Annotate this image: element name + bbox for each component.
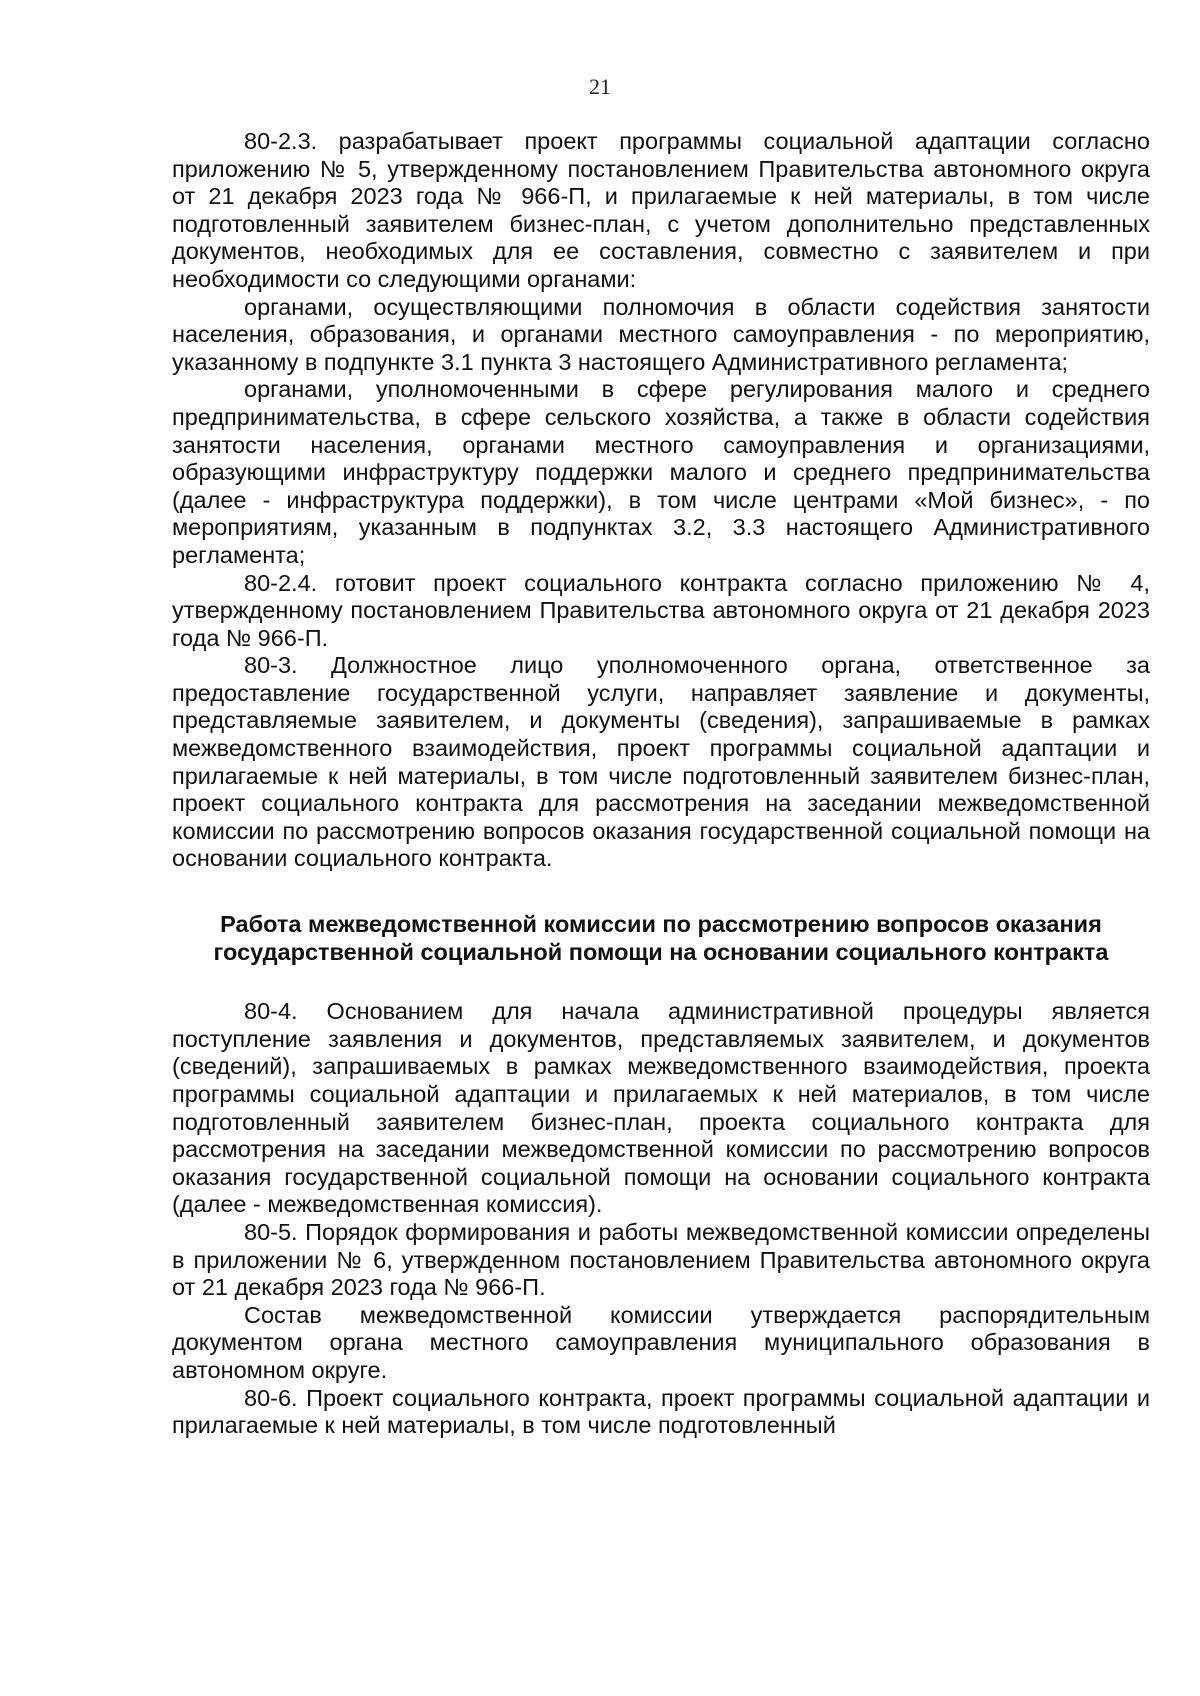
paragraph-80-2-3: 80-2.3. разрабатывает проект программы социальной адаптации согласно приложению № 5, утвержденному постановлением Правительства автономного округа от 21 декабря 2023 года № 966-П, и прилагаемые к ней материалы, в том числе подготовленный заявителем бизнес-план, с учетом дополнительно представленных документов, необходимых для ее составления, совместно с заявителем и при необходимости со следующими органами:	[172, 128, 1150, 292]
document-body	[172, 128, 1150, 1440]
paragraph-80-4: 80-4. Основанием для начала административной процедуры является поступление заявления и документов, представляемых заявителем, и документов (сведений), запрашиваемых в рамках межведомственного взаимодействия, проекта программы социальной адаптации и прилагаемых к ней материалов, в том числе подготовленный заявителем бизнес-план, проекта социального контракта для рассмотрения на заседании межведомственной комиссии по рассмотрению вопросов оказания государственной социальной помощи на основании социального контракта (далее - межведомственная комиссия).	[172, 998, 1150, 1218]
paragraph-business-bodies: органами, уполномоченными в сфере регулирования малого и среднего предпринимательства, в сфере сельского хозяйства, а также в области содействия занятости населения, органами местного самоуправления и организациями, образующими инфраструктуру поддержки малого и среднего предпринимательства (далее - инфраструктура поддержки), в том числе центрами «Мой бизнес», - по мероприятиям, указанным в подпунктах 3.2, 3.3 настоящего Административного регламента;	[172, 376, 1150, 568]
page-number: 21	[589, 74, 611, 99]
section-heading: Работа межведомственной комиссии по рассмотрению вопросов оказания государственной социальной помощи на основании социального контракта	[213, 911, 1109, 965]
paragraph-commission-composition: Состав межведомственной комиссии утверждается распорядительным документом органа местного самоуправления муниципального образования в автономном округе.	[172, 1301, 1150, 1383]
paragraph-80-2-4: 80-2.4. готовит проект социального контракта согласно приложению № 4, утвержденному постановлением Правительства автономного округа от 21 декабря 2023 года № 966-П.	[172, 569, 1150, 651]
paragraph-80-6: 80-6. Проект социального контракта, проект программы социальной адаптации и прилагаемые к ней материалы, в том числе подготовленный	[172, 1384, 1150, 1439]
paragraph-80-3: 80-3. Должностное лицо уполномоченного органа, ответственное за предоставление государственной услуги, направляет заявление и документы, представляемые заявителем, и документы (сведения), запрашиваемые в рамках межведомственного взаимодействия, проект программы социальной адаптации и прилагаемые к ней материалы, в том числе подготовленный заявителем бизнес-план, проект социального контракта для рассмотрения на заседании межведомственной комиссии по рассмотрению вопросов оказания государственной социальной помощи на основании социального контракта.	[172, 652, 1150, 872]
paragraph-employment-bodies: органами, осуществляющими полномочия в области содействия занятости населения, образования, и органами местного самоуправления - по мероприятию, указанному в подпункте 3.1 пункта 3 настоящего Административного регламента;	[172, 293, 1150, 375]
paragraph-80-5: 80-5. Порядок формирования и работы межведомственной комиссии определены в приложении № 6, утвержденном постановлением Правительства автономного округа от 21 декабря 2023 года № 966-П.	[172, 1218, 1150, 1301]
